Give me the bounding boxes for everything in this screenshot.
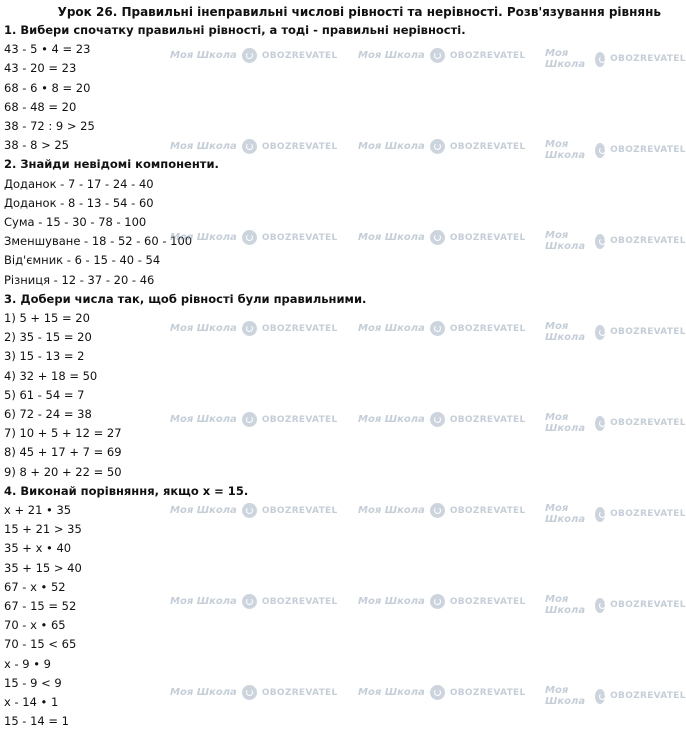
watermark-text: OBOZREVATEL [449,687,526,698]
obozrevatel-logo-icon [595,598,605,613]
watermark-logo [170,685,338,700]
obozrevatel-logo-icon [242,139,257,154]
content-line: 4) 32 + 18 = 50 [4,368,98,383]
obozrevatel-logo-icon [242,594,257,609]
watermark-logo [545,412,686,434]
watermark-text: OBOZREVATEL [449,232,526,243]
watermark-logo [358,321,526,336]
watermark-logo [170,139,338,154]
content-line: Від'ємник - 6 - 15 - 40 - 54 [4,253,161,268]
content-line: 6) 72 - 24 = 38 [4,407,92,421]
watermark-logo [545,594,686,616]
watermark-logo [358,503,526,518]
content-line: x - 14 • 1 [4,695,59,709]
content-line: 9) 8 + 20 + 22 = 50 [4,464,122,479]
content-line: 15 - 14 = 1 [4,714,69,729]
content-line: 35 + x • 40 [4,541,72,556]
watermark-logo [545,48,686,70]
content-line: 3) 15 - 13 = 2 [4,349,85,364]
content-line: 67 - x • 52 [4,579,66,594]
obozrevatel-logo-icon [595,325,605,340]
watermark-brand: Моя Школа [358,50,425,61]
watermark-brand: Моя Школа [545,412,586,434]
watermark-text: OBOZREVATEL [610,236,686,246]
watermark-logo [170,48,338,63]
watermark-brand: Моя Школа [170,232,237,243]
obozrevatel-logo-icon [430,412,445,427]
content-line: 43 - 20 = 23 [4,61,77,76]
obozrevatel-logo-icon [595,689,605,704]
watermark-logo [545,321,686,343]
watermark-brand: Моя Школа [170,687,237,698]
watermark-text: OBOZREVATEL [261,414,338,425]
watermark-logo [545,503,686,525]
watermark-text: OBOZREVATEL [261,505,338,516]
watermark-brand: Моя Школа [170,323,237,334]
content-line: 7) 10 + 5 + 12 = 27 [4,426,122,441]
watermark-brand: Моя Школа [545,230,586,252]
obozrevatel-logo-icon [242,48,257,63]
obozrevatel-logo-icon [430,685,445,700]
content-line: 8) 45 + 17 + 7 = 69 [4,445,122,460]
watermark-brand: Моя Школа [358,596,425,607]
watermark-text: OBOZREVATEL [610,600,686,610]
watermark-text: OBOZREVATEL [610,54,686,64]
watermark-logo [170,230,338,245]
watermark-logo [170,594,338,609]
content-line: 70 - 15 < 65 [4,637,77,652]
obozrevatel-logo-icon [430,594,445,609]
watermark-text: OBOZREVATEL [610,418,686,428]
watermark-logo [358,594,526,609]
content-line: 70 - x • 65 [4,618,66,633]
watermark-logo [358,139,526,154]
watermark-brand: Моя Школа [358,414,425,425]
watermark-brand: Моя Школа [545,503,586,525]
watermark-text: OBOZREVATEL [449,141,526,152]
section-heading: 3. Добери числа так, щоб рівності були правильними. [4,291,367,306]
content-line: 38 - 8 > 25 [4,138,69,153]
watermark-brand: Моя Школа [358,232,425,243]
watermark-brand: Моя Школа [170,50,237,61]
watermark-text: OBOZREVATEL [449,505,526,516]
watermark-text: OBOZREVATEL [261,687,338,698]
content-line: 68 - 6 • 8 = 20 [4,80,91,95]
watermark-logo [358,685,526,700]
watermark-text: OBOZREVATEL [449,414,526,425]
watermark-logo [358,48,526,63]
obozrevatel-logo-icon [595,234,605,249]
content-line: 43 - 5 • 4 = 23 [4,42,91,57]
watermark-text: OBOZREVATEL [261,596,338,607]
content-line: 5) 61 - 54 = 7 [4,387,85,402]
watermark-brand: Моя Школа [545,139,586,161]
content-line: 67 - 15 = 52 [4,599,77,613]
watermark-logo [170,321,338,336]
watermark-logo [170,412,338,427]
content-line: Доданок - 8 - 13 - 54 - 60 [4,195,154,210]
lesson-title: Урок 26. Правильні інеправильні числові рівності та нерівності. Розв'язування рівнянь [57,5,661,19]
watermark-text: OBOZREVATEL [261,323,338,334]
section-heading: 1. Вибери спочатку правильні рівності, а тоді - правильні нерівності. [4,23,466,37]
obozrevatel-logo-icon [430,48,445,63]
watermark-logo [358,230,526,245]
content-line: x + 21 • 35 [4,503,72,517]
watermark-logo [545,230,686,252]
content-line: 38 - 72 : 9 > 25 [4,119,95,133]
watermark-text: OBOZREVATEL [610,145,686,155]
obozrevatel-logo-icon [430,321,445,336]
obozrevatel-logo-icon [595,507,605,522]
watermark-brand: Моя Школа [358,323,425,334]
watermark-brand: Моя Школа [170,414,237,425]
obozrevatel-logo-icon [595,416,605,431]
section-heading: 4. Виконай порівняння, якщо x = 15. [4,483,249,498]
obozrevatel-logo-icon [242,230,257,245]
watermark-logo [170,503,338,518]
obozrevatel-logo-icon [430,503,445,518]
watermark-text: OBOZREVATEL [449,596,526,607]
content-line: 35 + 15 > 40 [4,560,82,575]
watermark-brand: Моя Школа [358,687,425,698]
watermark-brand: Моя Школа [545,685,586,707]
obozrevatel-logo-icon [242,685,257,700]
obozrevatel-logo-icon [430,139,445,154]
content-line: 2) 35 - 15 = 20 [4,330,92,345]
watermark-logo [358,412,526,427]
content-line: Зменшуване - 18 - 52 - 60 - 100 [4,234,193,249]
watermark-brand: Моя Школа [545,321,586,343]
content-line: 1) 5 + 15 = 20 [4,311,90,325]
watermark-brand: Моя Школа [358,141,425,152]
watermark-text: OBOZREVATEL [610,691,686,701]
watermark-logo [545,139,686,161]
watermark-brand: Моя Школа [545,48,586,70]
watermark-brand: Моя Школа [545,594,586,616]
watermark-text: OBOZREVATEL [261,232,338,243]
content-line: x - 9 • 9 [4,656,51,671]
obozrevatel-logo-icon [242,412,257,427]
content-line: Сума - 15 - 30 - 78 - 100 [4,215,147,229]
obozrevatel-logo-icon [595,143,605,158]
watermark-logo [545,685,686,707]
watermark-brand: Моя Школа [358,505,425,516]
obozrevatel-logo-icon [242,321,257,336]
obozrevatel-logo-icon [430,230,445,245]
content-line: 15 + 21 > 35 [4,522,82,537]
content-line: 68 - 48 = 20 [4,99,77,114]
watermark-text: OBOZREVATEL [449,323,526,334]
watermark-text: OBOZREVATEL [449,50,526,61]
obozrevatel-logo-icon [595,52,605,67]
section-heading: 2. Знайди невідомі компоненти. [4,157,219,172]
watermark-brand: Моя Школа [170,505,237,516]
obozrevatel-logo-icon [242,503,257,518]
content-line: Доданок - 7 - 17 - 24 - 40 [4,176,154,191]
content-line: 15 - 9 < 9 [4,675,62,690]
watermark-text: OBOZREVATEL [610,327,686,337]
watermark-brand: Моя Школа [170,141,237,152]
watermark-brand: Моя Школа [170,596,237,607]
watermark-text: OBOZREVATEL [261,141,338,152]
content-line: Різниця - 12 - 37 - 20 - 46 [4,272,155,287]
watermark-text: OBOZREVATEL [261,50,338,61]
watermark-text: OBOZREVATEL [610,509,686,519]
